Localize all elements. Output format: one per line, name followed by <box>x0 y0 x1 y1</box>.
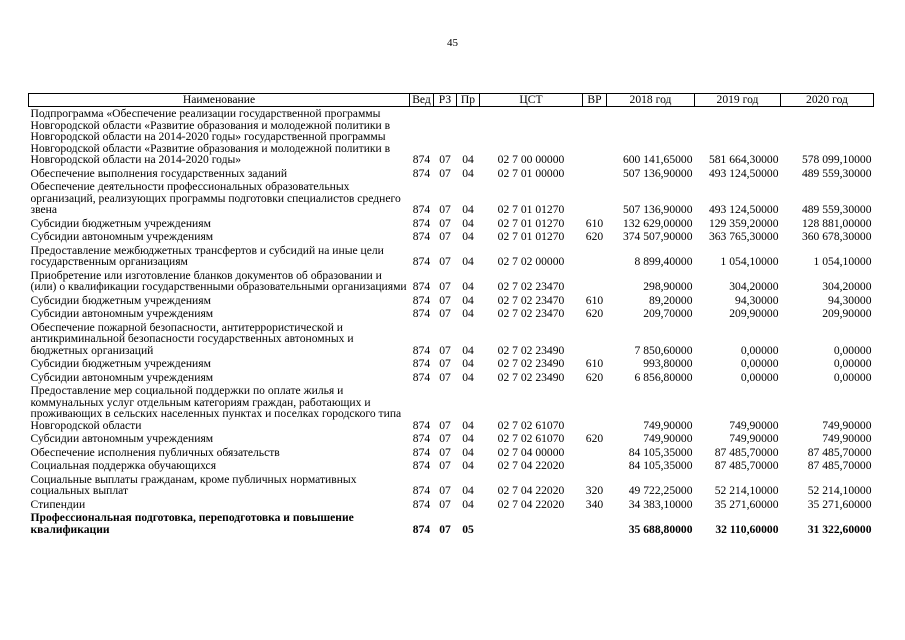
row-2019: 1 054,10000 <box>720 255 779 268</box>
row-2020: 749,90000 <box>822 432 872 445</box>
table-row <box>29 357 874 371</box>
row-rz: 07 <box>439 459 451 472</box>
row-cst: 02 7 04 22020 <box>497 484 565 497</box>
row-rz: 07 <box>439 484 451 497</box>
row-rz: 07 <box>439 216 451 230</box>
row-pr: 04 <box>462 370 474 384</box>
row-cst: 02 7 01 00000 <box>497 166 565 180</box>
row-cst: 02 7 01 01270 <box>497 203 565 216</box>
row-2020: 87 485,70000 <box>807 459 872 472</box>
row-ved: 874 <box>412 522 431 536</box>
row-name: Субсидии автономным учреждениям <box>30 230 214 243</box>
row-2018: 993,80000 <box>643 357 693 370</box>
row-name: Социальная поддержка обучающихся <box>30 459 217 472</box>
row-ved: 874 <box>412 418 431 432</box>
row-2019: 32 110,60000 <box>715 522 779 536</box>
row-2019: 52 214,10000 <box>714 484 779 497</box>
row-pr: 04 <box>462 484 474 497</box>
row-name: Обеспечение деятельности профессиональных образовательных организаций, реализующих программы подготовки специалистов среднего звена <box>30 180 401 216</box>
header-vr: ВР <box>583 94 607 107</box>
row-2018: 507 136,90000 <box>622 166 693 180</box>
row-vr <box>583 107 607 167</box>
row-2018: 8 899,40000 <box>634 255 693 268</box>
row-ved: 874 <box>412 216 431 230</box>
table-row <box>29 432 874 446</box>
table-row <box>29 217 874 231</box>
table-row <box>29 167 874 181</box>
row-2018: 49 722,25000 <box>628 484 693 497</box>
row-ved: 874 <box>412 445 431 459</box>
header-2019: 2019 год <box>695 94 781 107</box>
row-vr <box>583 244 607 269</box>
row-2019: 87 485,70000 <box>714 445 779 459</box>
row-2018: 84 105,35000 <box>628 445 693 459</box>
row-2018: 35 688,80000 <box>628 522 693 536</box>
row-name: Обеспечение пожарной безопасности, антитеррористической и антикриминальной безопасности государственных автономных и бюджетных организаций <box>30 320 354 357</box>
row-2020: 209,90000 <box>822 307 872 320</box>
row-2020: 0,00000 <box>833 343 872 357</box>
row-2019: 749,90000 <box>729 418 779 432</box>
row-cst: 02 7 02 23470 <box>497 293 565 307</box>
row-pr: 04 <box>462 307 474 320</box>
row-2018: 132 629,00000 <box>622 216 693 230</box>
header-name: Наименование <box>29 94 410 107</box>
row-pr: 04 <box>462 166 474 180</box>
page-number: 45 <box>447 37 458 49</box>
row-name: Субсидии бюджетным учреждениям <box>30 293 211 307</box>
row-name: Приобретение или изготовление бланков документов об образовании и (или) о квалификации государственными образовательными организациями <box>30 268 407 293</box>
table-row <box>29 384 874 432</box>
row-2020: 578 099,10000 <box>801 153 872 166</box>
row-vr <box>583 167 607 181</box>
row-2020: 1 054,10000 <box>813 255 872 268</box>
row-vr: 320 <box>585 484 604 497</box>
row-2019: 87 485,70000 <box>714 459 779 472</box>
row-2019: 0,00000 <box>740 357 779 370</box>
row-name: Обеспечение исполнения публичных обязательств <box>30 445 280 459</box>
table-row <box>29 244 874 269</box>
row-ved: 874 <box>412 153 431 166</box>
row-vr: 610 <box>585 293 604 307</box>
table-row <box>29 107 874 167</box>
row-cst: 02 7 02 61070 <box>497 418 565 432</box>
row-vr <box>583 269 607 294</box>
header-ved: Вед <box>410 94 434 107</box>
row-2020: 0,00000 <box>833 357 872 370</box>
row-ved: 874 <box>412 280 431 293</box>
row-rz: 07 <box>439 166 451 180</box>
row-name: Стипендии <box>30 497 86 511</box>
table-header-row <box>29 94 874 107</box>
row-name: Предоставление межбюджетных трансфертов и субсидий на иные цели государственным организациям <box>30 243 384 268</box>
row-2019: 209,90000 <box>729 307 779 320</box>
row-name: Социальные выплаты гражданам, кроме публичных нормативных социальных выплат <box>30 472 357 497</box>
row-name: Субсидии бюджетным учреждениям <box>30 357 211 370</box>
row-rz: 07 <box>439 445 451 459</box>
row-vr <box>583 321 607 358</box>
row-pr: 04 <box>462 343 474 357</box>
row-pr: 04 <box>462 418 474 432</box>
row-vr: 620 <box>585 307 604 320</box>
row-2020: 52 214,10000 <box>807 484 872 497</box>
row-rz: 07 <box>439 280 451 293</box>
row-2018: 298,90000 <box>643 280 693 293</box>
row-cst: 02 7 02 23470 <box>497 307 565 320</box>
row-rz: 07 <box>439 432 451 445</box>
row-name: Профессиональная подготовка, переподготовка и повышение квалификации <box>30 511 354 536</box>
row-pr: 04 <box>462 445 474 459</box>
row-rz: 07 <box>439 357 451 370</box>
row-cst <box>480 511 583 536</box>
row-2018: 209,70000 <box>643 307 693 320</box>
row-ved: 874 <box>412 166 431 180</box>
row-ved: 874 <box>412 203 431 216</box>
row-2019: 581 664,30000 <box>708 153 779 166</box>
header-2018: 2018 год <box>607 94 695 107</box>
row-pr: 04 <box>462 230 474 243</box>
table-row <box>29 473 874 498</box>
header-rz: РЗ <box>434 94 457 107</box>
row-2020: 0,00000 <box>833 370 872 384</box>
row-2019: 493 124,50000 <box>708 203 779 216</box>
row-vr: 620 <box>585 432 604 445</box>
row-rz: 07 <box>439 370 451 384</box>
row-cst: 02 7 02 23490 <box>497 357 565 370</box>
row-2018: 34 383,10000 <box>628 497 693 511</box>
row-2019: 0,00000 <box>740 343 779 357</box>
row-2020: 749,90000 <box>822 418 872 432</box>
row-2020: 128 881,00000 <box>801 216 872 230</box>
row-rz: 07 <box>439 497 451 511</box>
row-rz: 07 <box>439 230 451 243</box>
budget-table <box>28 93 874 536</box>
row-2019: 304,20000 <box>729 280 779 293</box>
row-cst: 02 7 00 00000 <box>497 153 565 166</box>
header-pr: Пр <box>457 94 480 107</box>
row-name: Предоставление мер социальной поддержки по оплате жилья и коммунальных услуг отдельным категориям граждан, работающих и проживающих в сельских населенных пунктах и поселках городского типа Новгородской области <box>30 384 402 432</box>
row-cst: 02 7 02 23490 <box>497 370 565 384</box>
row-rz: 07 <box>439 153 451 166</box>
row-ved: 874 <box>412 432 431 445</box>
row-2020: 87 485,70000 <box>807 445 872 459</box>
row-cst: 02 7 01 01270 <box>497 230 565 243</box>
table-row <box>29 180 874 217</box>
table-row <box>29 321 874 358</box>
row-name: Подпрограмма «Обеспечение реализации государственной программы Новгородской области «Развитие образования и молодежной политики в Новгородской области на 2014-2020 годы» государственной программы Новгородской области «Развитие образования и молодежной политики в Новгородской области на 2014-2020 годы» <box>30 107 391 166</box>
row-ved: 874 <box>412 307 431 320</box>
row-rz: 07 <box>439 522 451 536</box>
row-vr <box>583 446 607 460</box>
row-cst: 02 7 02 23470 <box>497 280 565 293</box>
table-row <box>29 446 874 460</box>
row-ved: 874 <box>412 255 431 268</box>
row-cst: 02 7 02 00000 <box>497 255 565 268</box>
row-vr <box>583 459 607 473</box>
row-cst: 02 7 04 00000 <box>497 445 565 459</box>
row-vr: 610 <box>585 216 604 230</box>
row-name: Субсидии автономным учреждениям <box>30 370 214 384</box>
row-ved: 874 <box>412 357 431 370</box>
row-pr: 04 <box>462 459 474 472</box>
row-2018: 749,90000 <box>643 418 693 432</box>
row-2019: 749,90000 <box>729 432 779 445</box>
row-vr <box>583 384 607 432</box>
row-2018: 89,20000 <box>649 293 693 307</box>
row-rz: 07 <box>439 307 451 320</box>
row-pr: 04 <box>462 280 474 293</box>
row-2020: 489 559,30000 <box>801 166 872 180</box>
table-row <box>29 498 874 512</box>
row-2020: 35 271,60000 <box>807 497 872 511</box>
row-pr: 04 <box>462 216 474 230</box>
table-row <box>29 294 874 308</box>
header-cst: ЦСТ <box>480 94 583 107</box>
row-vr: 610 <box>585 357 604 370</box>
row-2020: 31 322,60000 <box>807 522 872 536</box>
row-cst: 02 7 04 22020 <box>497 459 565 472</box>
row-cst: 02 7 02 23490 <box>497 343 565 357</box>
row-2018: 84 105,35000 <box>628 459 693 472</box>
row-pr: 04 <box>462 357 474 370</box>
row-2019: 363 765,30000 <box>708 230 779 243</box>
row-rz: 07 <box>439 343 451 357</box>
row-2019: 129 359,20000 <box>708 216 779 230</box>
row-2019: 94,30000 <box>735 293 779 307</box>
row-name: Субсидии бюджетным учреждениям <box>30 216 211 230</box>
row-2018: 507 136,90000 <box>622 203 693 216</box>
row-2019: 493 124,50000 <box>708 166 779 180</box>
row-rz: 07 <box>439 255 451 268</box>
row-ved: 874 <box>412 343 431 357</box>
row-pr: 04 <box>462 203 474 216</box>
row-rz: 07 <box>439 203 451 216</box>
row-2018: 7 850,60000 <box>634 343 693 357</box>
row-vr <box>583 511 607 536</box>
table-row <box>29 371 874 385</box>
row-pr: 04 <box>462 497 474 511</box>
row-ved: 874 <box>412 484 431 497</box>
row-vr: 620 <box>585 370 604 384</box>
row-pr: 04 <box>462 293 474 307</box>
row-vr: 620 <box>585 230 604 243</box>
row-ved: 874 <box>412 459 431 472</box>
row-vr <box>583 180 607 217</box>
row-2018: 749,90000 <box>643 432 693 445</box>
row-pr: 05 <box>462 522 474 536</box>
row-ved: 874 <box>412 230 431 243</box>
row-name: Субсидии автономным учреждениям <box>30 307 214 320</box>
row-ved: 874 <box>412 370 431 384</box>
header-2020: 2020 год <box>781 94 874 107</box>
row-name: Обеспечение выполнения государственных заданий <box>30 166 288 180</box>
row-2019: 35 271,60000 <box>714 497 779 511</box>
row-vr: 340 <box>585 497 604 511</box>
table-row <box>29 459 874 473</box>
row-pr: 04 <box>462 432 474 445</box>
row-cst: 02 7 01 01270 <box>497 216 565 230</box>
row-2020: 489 559,30000 <box>801 203 872 216</box>
table-row <box>29 230 874 244</box>
row-2018: 600 141,65000 <box>622 153 693 166</box>
row-cst: 02 7 02 61070 <box>497 432 565 445</box>
row-2020: 360 678,30000 <box>801 230 872 243</box>
row-pr: 04 <box>462 255 474 268</box>
row-ved: 874 <box>412 293 431 307</box>
row-pr: 04 <box>462 153 474 166</box>
row-rz: 07 <box>439 293 451 307</box>
table-row <box>29 511 874 536</box>
table-row <box>29 269 874 294</box>
row-2018: 6 856,80000 <box>634 370 693 384</box>
row-2020: 304,20000 <box>822 280 872 293</box>
row-ved: 874 <box>412 497 431 511</box>
row-2018: 374 507,90000 <box>622 230 693 243</box>
row-2019: 0,00000 <box>740 370 779 384</box>
row-2020: 94,30000 <box>828 293 872 307</box>
row-name: Субсидии автономным учреждениям <box>30 432 214 445</box>
table-row <box>29 307 874 321</box>
row-rz: 07 <box>439 418 451 432</box>
row-cst: 02 7 04 22020 <box>497 497 565 511</box>
